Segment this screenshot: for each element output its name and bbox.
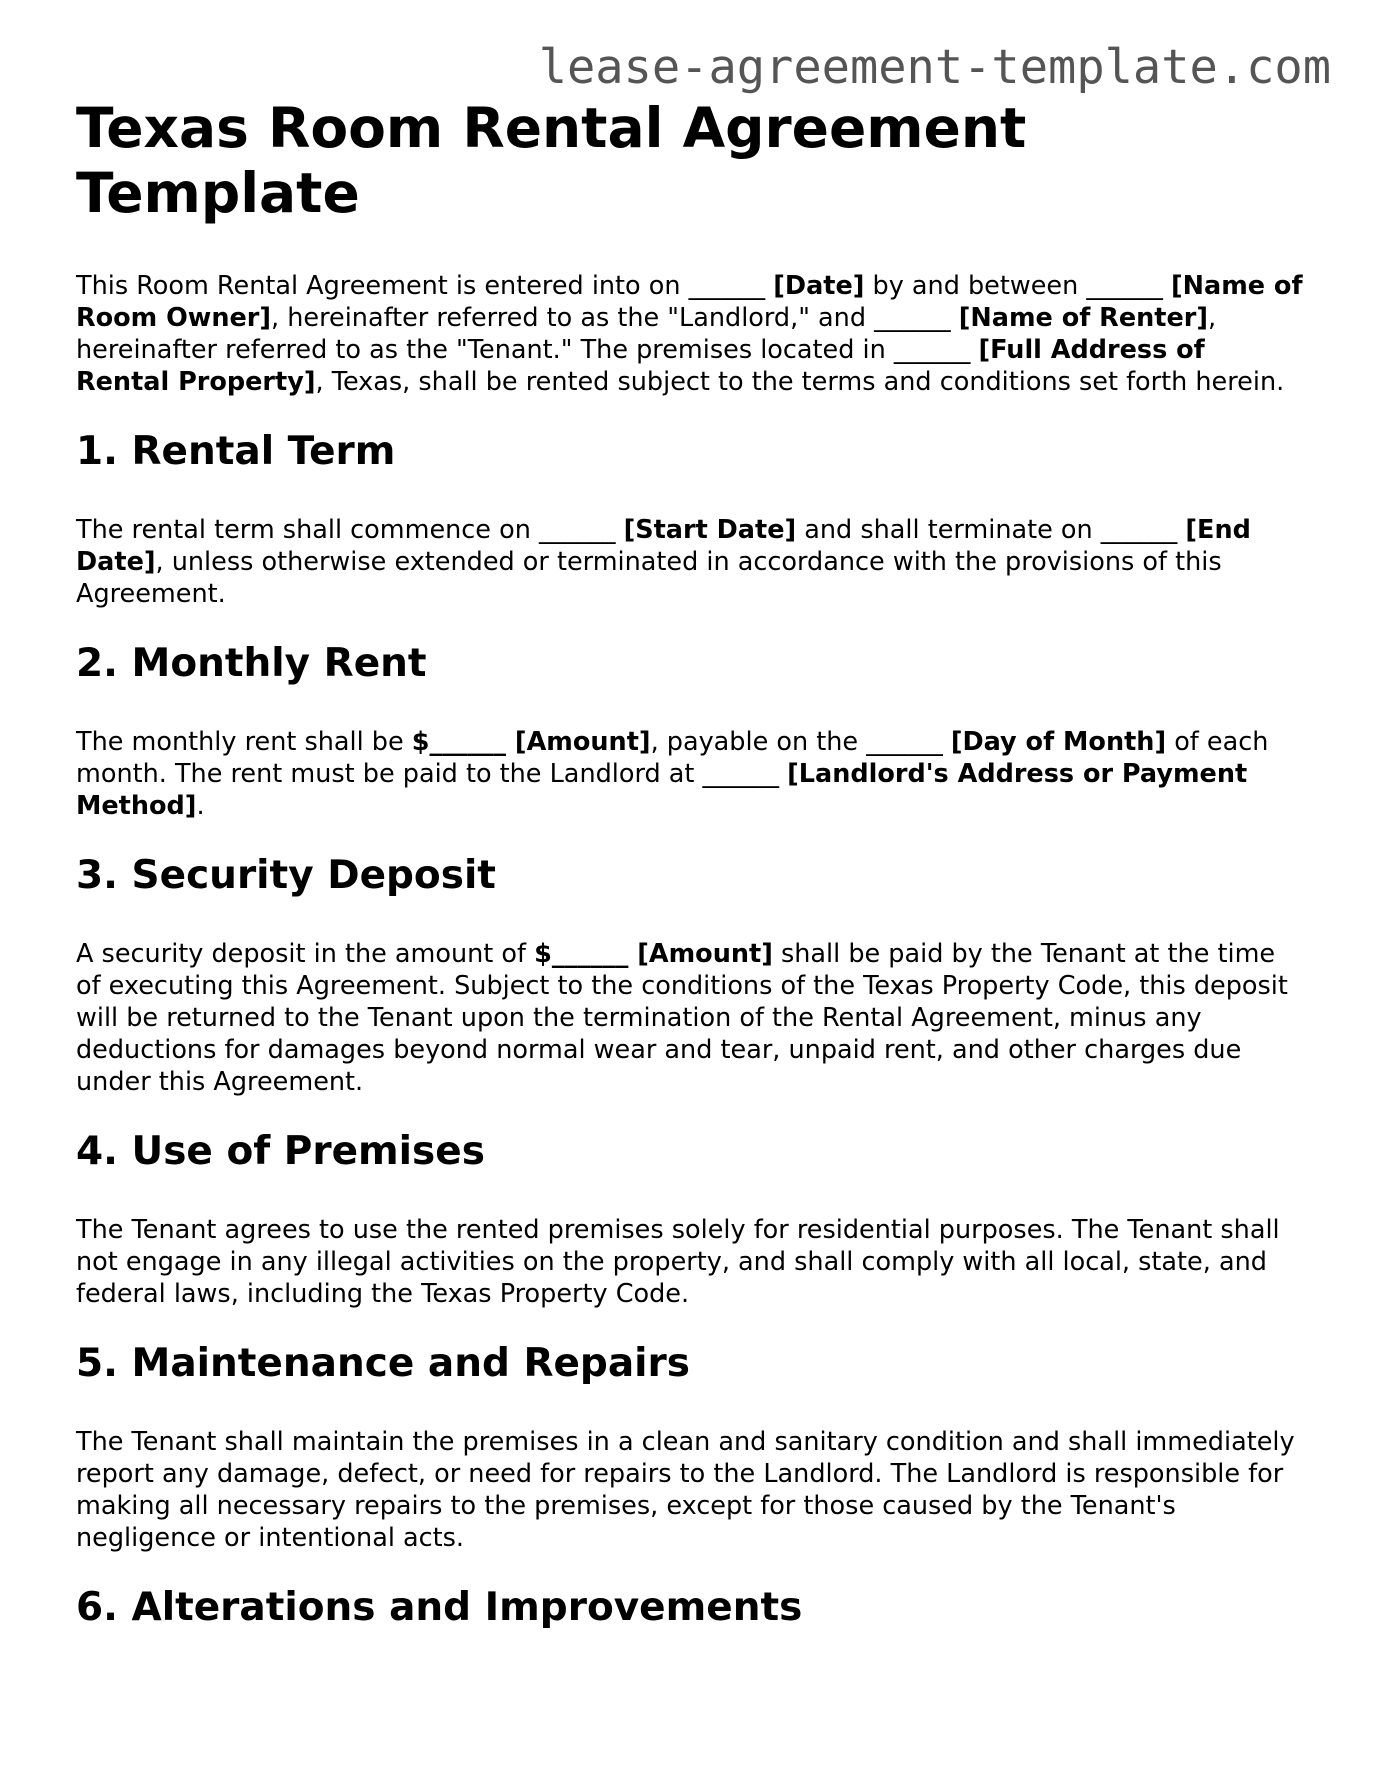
section-heading-maintenance: 5. Maintenance and Repairs [76, 1341, 690, 1386]
placeholder-rent-amount: $______ [Amount] [411, 727, 651, 757]
section-heading-security-deposit: 3. Security Deposit [76, 853, 496, 898]
section-body-monthly-rent: The monthly rent shall be $______ [Amount], payable on the ______ [Day of Month] of each month. The rent must be paid to the Landlord at ______ [Landlord's Address or Payment Method]. [76, 727, 1269, 821]
placeholder-property-address: [Full Address of Rental Property] [76, 335, 1205, 397]
placeholder-deposit-amount: $______ [Amount] [534, 939, 773, 969]
placeholder-payment-method: [Landlord's Address or Payment Method] [76, 759, 1248, 821]
section-body-use-of-premises: The Tenant agrees to use the rented premises solely for residential purposes. The Tenant shall not engage in any illegal activities on the property, and shall comply with all local, state, and federal laws, including the Texas Property Code. [76, 1215, 1280, 1309]
placeholder-start-date: [Start Date] [623, 515, 797, 545]
section-heading-alterations: 6. Alterations and Improvements [76, 1585, 803, 1630]
document-page [76, 96, 1306, 1632]
document-title: Texas Room Rental Agreement Template [76, 96, 1027, 225]
intro-paragraph: This Room Rental Agreement is entered into on ______ [Date] by and between ______ [Name of Room Owner], hereinafter referred to as the "Landlord," and ______ [Name of Renter], hereinafter referred to as the "Tenant." The premises located in ______ [Full Address of Rental Property], Texas, shall be rented subject to the terms and conditions set forth herein. [76, 271, 1303, 397]
section-heading-use-of-premises: 4. Use of Premises [76, 1129, 485, 1174]
section-heading-rental-term: 1. Rental Term [76, 429, 396, 474]
placeholder-day-of-month: [Day of Month] [950, 727, 1167, 757]
placeholder-owner-name: [Name of Room Owner] [76, 271, 1303, 333]
section-body-rental-term: The rental term shall commence on ______ [Start Date] and shall terminate on ______ [End Date], unless otherwise extended or terminated in accordance with the provisions of this Agreement. [76, 515, 1251, 609]
placeholder-end-date: [End Date] [76, 515, 1251, 577]
placeholder-renter-name: [Name of Renter] [958, 303, 1208, 333]
section-body-maintenance: The Tenant shall maintain the premises in a clean and sanitary condition and shall immediately report any damage, defect, or need for repairs to the Landlord. The Landlord is responsible for making all necessary repairs to the premises, except for those caused by the Tenant's negligence or intentional acts. [76, 1427, 1295, 1553]
site-watermark: lease-agreement-template.com [538, 40, 1331, 95]
placeholder-date: [Date] [773, 271, 865, 301]
section-heading-monthly-rent: 2. Monthly Rent [76, 641, 427, 686]
section-body-security-deposit: A security deposit in the amount of $______ [Amount] shall be paid by the Tenant at the time of executing this Agreement. Subject to the conditions of the Texas Property Code, this deposit will be returned to the Tenant upon the termination of the Rental Agreement, minus any deductions for damages beyond normal wear and tear, unpaid rent, and other charges due under this Agreement. [76, 939, 1288, 1097]
